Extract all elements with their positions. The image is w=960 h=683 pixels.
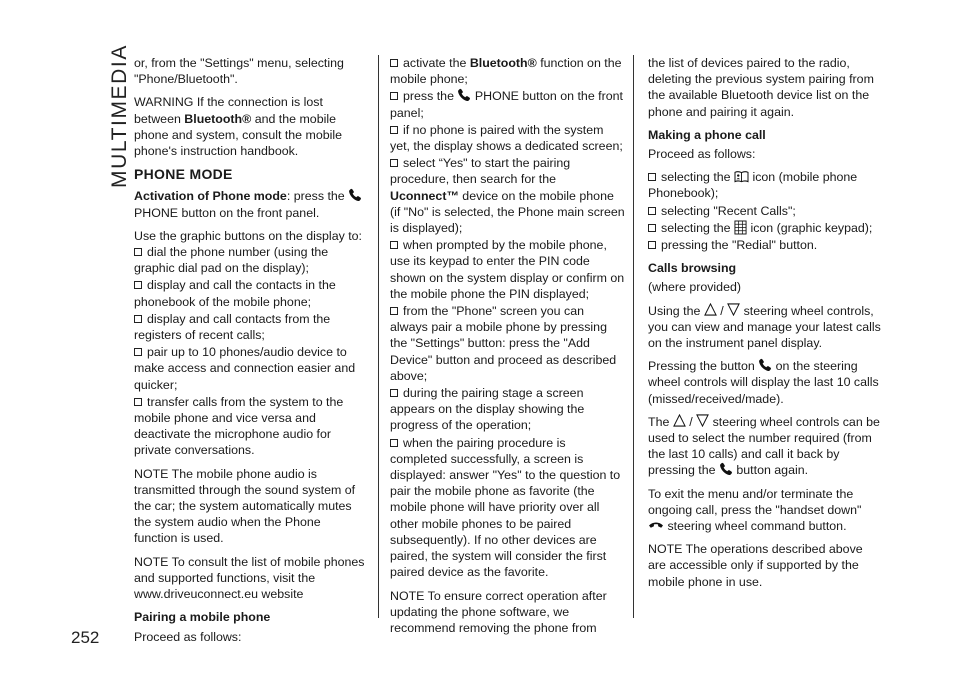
phone-icon [719, 462, 733, 476]
text: on the steering wheel controls will display the last 10 calls (missed/received/made). [648, 359, 879, 406]
list-item [134, 244, 366, 276]
text: when prompted by the mobile phone, use its keypad to enter the PIN code shown on the system display or confirm on the mobile phone the PIN displayed; [390, 238, 625, 301]
paragraph: Proceed as follows: [648, 147, 756, 162]
phone-icon [457, 88, 471, 102]
bullet-square-icon [134, 348, 142, 356]
bullet-square-icon [648, 224, 656, 232]
phonebook-icon [734, 170, 749, 183]
subheading: Calls browsing [648, 261, 737, 276]
text: device on the mobile phone (if "No" is selected, the Phone main screen is displayed); [390, 188, 625, 236]
list-item [134, 311, 366, 343]
list-item [648, 237, 883, 253]
list-item [390, 435, 625, 581]
text: selecting "Recent Calls"; [661, 203, 796, 218]
text: pressing the "Redial" button. [661, 238, 818, 253]
text: Pressing the button [648, 359, 759, 374]
text: during the pairing stage a screen appears on the display showing the progress of the operation; [390, 386, 585, 433]
section-heading: PHONE MODE [134, 166, 233, 183]
list-item-text: display and call the contacts in the phonebook of the mobile phone; [134, 278, 336, 309]
text: steering wheel controls can be used to select the number required (from the last 10 calls) and call it back by pressing the [648, 414, 880, 478]
section-title-text: MULTIMEDIA [108, 44, 131, 188]
paragraph: (where provided) [648, 280, 741, 295]
bullet-square-icon [134, 248, 142, 256]
text: icon (mobile phone Phonebook); [648, 170, 858, 201]
text: activate the [403, 56, 470, 70]
text: Using the [648, 303, 704, 318]
column-divider [633, 55, 634, 618]
list-item [390, 155, 625, 236]
bullet-square-icon [390, 389, 398, 397]
paragraph [648, 486, 883, 535]
subheading: Making a phone call [648, 127, 766, 142]
text: button again. [732, 463, 809, 478]
list-item [390, 237, 625, 302]
bullet-square-icon [390, 439, 398, 447]
paragraph [648, 414, 883, 479]
text: if no phone is paired with the system yet, the display shows a dedicated screen; [390, 122, 623, 154]
list-item [134, 277, 366, 309]
arrow-down-icon [696, 414, 709, 427]
note-paragraph: NOTE The operations described above are accessible only if supported by the mobile phone in use. [648, 542, 863, 589]
list-item-text: display and call contacts from the registers of recent calls; [134, 311, 331, 343]
bullet-square-icon [390, 59, 398, 67]
hangup-icon [648, 520, 664, 530]
text: PHONE button on the front panel; [390, 89, 623, 120]
text: steering wheel command button. [664, 519, 847, 534]
bullet-square-icon [648, 207, 656, 215]
list-item [648, 203, 883, 219]
bullet-square-icon [648, 173, 656, 181]
list-item-text: pair up to 10 phones/audio device to make access and connection easier and quicker; [134, 345, 356, 392]
list-item [390, 385, 625, 434]
feature-list [134, 244, 366, 459]
bold-term: Bluetooth® [469, 56, 537, 70]
bullet-square-icon [390, 307, 398, 315]
list-item [134, 394, 366, 459]
bullet-square-icon [390, 159, 398, 167]
section-title [78, 44, 131, 192]
keypad-icon [734, 220, 747, 235]
paragraph: the list of devices paired to the radio, deleting the previous system pairing from the available Bluetooth device list on the phone and pairing it again. [648, 56, 874, 119]
text: The [648, 414, 673, 429]
text: steering wheel controls, you can view and manage your latest calls on the instrument panel display. [648, 303, 881, 351]
list-item [390, 88, 625, 120]
bullet-square-icon [390, 241, 398, 249]
text: selecting the [661, 170, 735, 185]
list-item [390, 122, 625, 154]
bullet-square-icon [134, 281, 142, 289]
text: icon (graphic keypad); [747, 220, 873, 235]
list-item [390, 55, 625, 87]
paragraph: Use the graphic buttons on the display to: [134, 228, 362, 243]
list-item [390, 303, 625, 384]
warning-paragraph [134, 94, 366, 159]
list-item-text: dial the phone number (using the graphic dial pad on the display); [134, 245, 329, 276]
text: when the pairing procedure is completed successfully, a screen is displayed: answer "Yes" to the question to pair the mobile phone as favorite (the mobile phone will have priority over all other mobile phones to be paired subsequently). If no other devices are paired, the system will consider the first paired device as the favorite. [390, 435, 621, 580]
bullet-square-icon [648, 241, 656, 249]
note-paragraph: NOTE To ensure correct operation after updating the phone software, we recommend removing the phone from [390, 588, 607, 635]
note-paragraph: NOTE The mobile phone audio is transmitted through the sound system of the car; the system automatically mutes the system audio when the Phone function is used. [134, 466, 356, 546]
bullet-square-icon [134, 398, 142, 406]
subheading: Pairing a mobile phone [134, 610, 271, 625]
arrow-up-icon [704, 303, 717, 316]
phone-icon [348, 188, 362, 202]
paragraph [648, 303, 883, 352]
column-1 [134, 55, 366, 652]
text: select “Yes" to start the pairing procedure, then search for the [390, 156, 571, 187]
bullet-square-icon [390, 126, 398, 134]
activation-paragraph [134, 188, 366, 220]
text: function on the mobile phone; [390, 56, 622, 87]
column-divider [378, 55, 379, 618]
text: / [716, 303, 728, 318]
text: from the "Phone" screen you can always pair a mobile phone by pressing the "Settings" button: press the "Add Device" button and proceed as described above; [390, 304, 617, 383]
list-item [648, 220, 883, 236]
bullet-square-icon [134, 315, 142, 323]
note-paragraph: NOTE To consult the list of mobile phones and supported functions, visit the www.driveuconnect.eu website [134, 554, 365, 602]
column-3 [648, 55, 883, 597]
text: To exit the menu and/or terminate the ongoing call, press the "handset down" [648, 486, 862, 517]
bold-term: Activation of Phone mode [134, 189, 287, 204]
text: WARNING If the connection is lost between [134, 95, 323, 126]
bold-term: Bluetooth® [184, 111, 252, 126]
paragraph: Proceed as follows: [134, 629, 242, 644]
text: press the [403, 89, 458, 104]
arrow-down-icon [727, 303, 740, 316]
page-number: 252 [71, 628, 100, 647]
text: and the mobile phone and system, consult the mobile phone's instruction handbook. [134, 111, 343, 159]
paragraph [648, 358, 883, 407]
bullet-square-icon [390, 92, 398, 100]
text: : press the [286, 189, 349, 204]
list-item [134, 344, 366, 393]
list-item [648, 169, 883, 201]
phone-icon [758, 358, 772, 372]
list-item-text: transfer calls from the system to the mobile phone and vice versa and deactivate the microphone audio for private conversations. [134, 394, 344, 458]
arrow-up-icon [673, 414, 686, 427]
text: / [685, 414, 697, 429]
text: selecting the [661, 220, 735, 235]
paragraph: or, from the "Settings" menu, selecting "Phone/Bluetooth". [134, 56, 344, 87]
column-2 [390, 55, 625, 643]
text: PHONE button on the front panel. [134, 205, 320, 220]
bold-term: Uconnect™ [390, 188, 459, 203]
